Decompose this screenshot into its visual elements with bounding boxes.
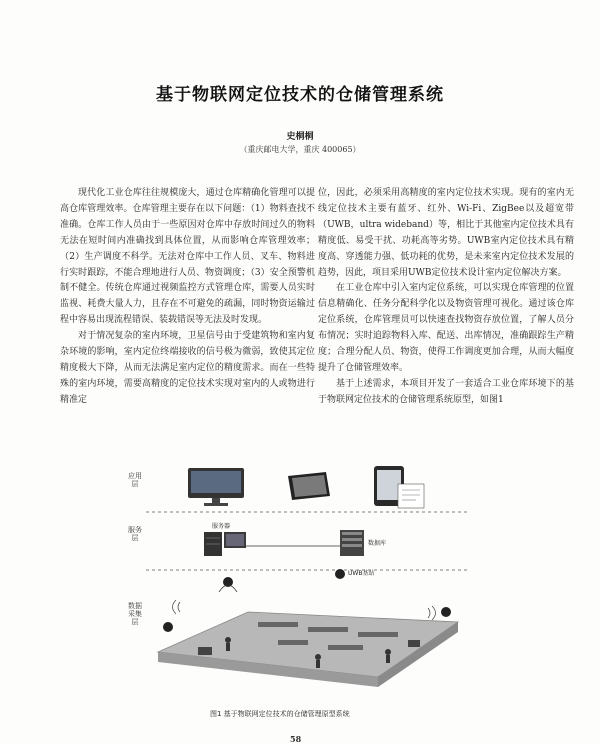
desktop-monitor-icon xyxy=(188,468,244,506)
right-column xyxy=(318,186,574,409)
body-paragraph: 位，因此，必须采用高精度的室内定位技术实现。现有的室内无线定位技术主要有蓝牙、红外、Wi-Fi、ZigBee以及超宽带（UWB，ultra wideband）等，相比于其他室内定位技术具有精度低、易受干扰、功耗高等劣势。UWB室内定位技术具有精度高、穿透能力强、低功耗的优势，是未来室内定位技术发展的趋势，因此，项目采用UWB定位技术设计室内定位解决方案。 xyxy=(318,188,574,278)
layer-label-data-acquisition: 数据采集层 xyxy=(128,602,142,626)
body-paragraph: 基于上述需求，本项目开发了一套适合工业仓库环境下的基于物联网定位技术的仓储管理系统原型，如图1 xyxy=(318,378,574,405)
uwb-station-label: UWB基站 xyxy=(348,570,375,577)
server-label: 服务器 xyxy=(212,523,231,530)
system-architecture-figure xyxy=(128,462,473,705)
mobile-device-icon xyxy=(374,466,424,508)
database-icon xyxy=(340,530,364,556)
layer-label-service: 服务层 xyxy=(128,526,142,542)
figure-caption: 图1 基于物联网定位技术的仓储管理原型系统 xyxy=(210,710,350,718)
body-paragraph: 现代化工业仓库往往规模庞大，通过仓库精确化管理可以提高仓库管理效率。仓库管理主要存在以下问题：（1）物料查找不准确。仓库工作人员由于一些原因对仓库中存放时间过久的物料无法在短时间内准确找到具体位置，从而影响仓库管理效率；（2）生产调度不科学。无法对仓库中工作人员、叉车、物料进行实时跟踪，不能合理地进行人员、物资调度；（3）安全预警机制不健全。传统仓库通过视频监控方式管理仓库，需要人员实时监视、耗费大量人力，且存在不可避免的疏漏，同时物资运输过程中容易出现流程错误、装载错误等无法及时发现。 xyxy=(60,188,315,326)
author-name: 史桐桐 xyxy=(286,132,314,142)
paper-title: 基于物联网定位技术的仓储管理系统 xyxy=(156,85,444,105)
database-label: 数据库 xyxy=(368,540,387,547)
author-affiliation: （重庆邮电大学，重庆 400065） xyxy=(239,145,361,154)
left-column xyxy=(60,186,315,409)
architecture-diagram xyxy=(128,462,473,705)
tablet-icon xyxy=(288,472,330,500)
body-paragraph: 在工业仓库中引入室内定位系统，可以实现仓库管理的位置信息精确化、任务分配科学化以及物资管理可视化。通过该仓库定位系统，仓库管理员可以快速查找物资存放位置，了解人员分布情况；实时追踪物料入库、配送、出库情况，准确跟踪生产精度；合理分配人员、物资，使得工作调度更加合理，从而大幅度提升了仓储管理效率。 xyxy=(318,283,574,373)
layer-label-application: 应用层 xyxy=(128,472,142,488)
page-number: 58 xyxy=(290,734,302,744)
server-icon xyxy=(204,532,246,556)
body-paragraph: 对于情况复杂的室内环境，卫星信号由于受建筑物和室内复杂环境的影响，室内定位终端接收的信号极为微弱，致使其定位精度极大下降，从而无法满足室内定位的精度需求。而在一些特殊的室内环境，需要高精度的定位技术实现对室内的人或物进行精准定 xyxy=(60,331,315,405)
